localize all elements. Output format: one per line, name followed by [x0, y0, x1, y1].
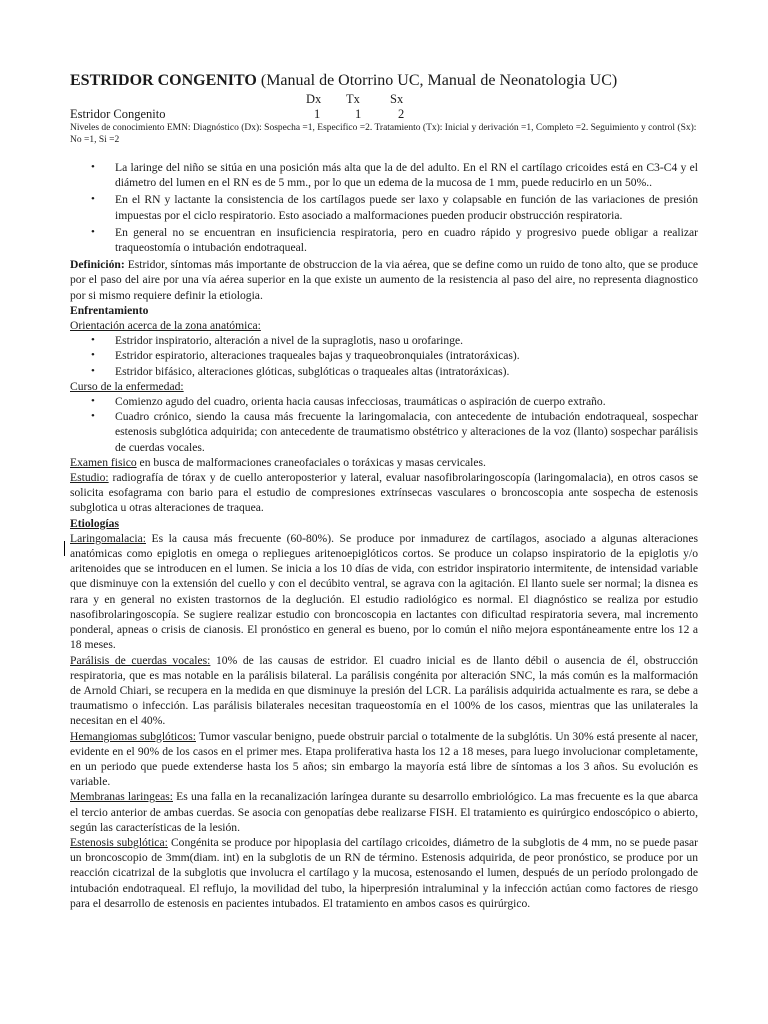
examen-label: Examen fisico [70, 455, 137, 469]
col-header-dx: Dx [306, 92, 322, 106]
intro-bullet-list [70, 160, 698, 255]
value-sx: 2 [398, 107, 405, 121]
examen-text: en busca de malformaciones craneofaciales o toráxicas y masas cervicales. [136, 455, 486, 469]
estudio-label: Estudio: [70, 471, 109, 485]
list-item: • Cuadro crónico, siendo la causa más frecuente la laringomalacia, con antecedente de intubación endotraqueal, sospechar estenosis subglótica adquirida; con antecedente de traumatismo obstétrico y alteraciones de la voz (llanto) sospechar parálisis de cuerdas vocales. [70, 409, 698, 455]
list-item: • La laringe del niño se sitúa en una posición más alta que la de del adulto. En el RN el cartílago cricoides está en C3-C4 y el diámetro del lumen en el RN es de 5 mm., por lo que un edema de la mucosa de 1 mm, puede reducirlo en un 50%.. [70, 160, 698, 190]
curso-list [70, 394, 698, 455]
definition-label: Definición: [70, 258, 125, 272]
title-sources: (Manual de Otorrino UC, Manual de Neonatologia UC) [256, 72, 618, 89]
document-title [70, 72, 617, 90]
list-item: • Comienzo agudo del cuadro, orienta hacia causas infecciosas, traumáticas o aspiración de cuerpo extraño. [70, 394, 698, 409]
value-tx: 1 [355, 107, 362, 121]
etiologia-label: Membranas laringeas: [70, 790, 173, 804]
definition-text: Estridor, síntomas más importante de obstruccion de la via aérea, que se define como un ruido de tono alto, que se produce por el paso del aire por una vía aérea superior en la que existe un aumento de la resistencia al paso del aire, no representa diagnostico por si mismo requiere definir la etiologia. [70, 258, 698, 302]
list-item: • En general no se encuentran en insuficiencia respiratoria, pero en cuadro rápido y progresivo puede obligar a realizar traqueostomía o intubación endotraqueal. [70, 225, 698, 255]
etiologia-text: 10% de las causas de estridor. El cuadro inicial es de llanto débil o ausencia de él, obstrucción respiratoria, que es mas notable en la parálisis bilateral. La parálisis congénita por alteración SNC, la más común es la malformación de Arnold Chiari, se recupera en la medida en que disminuye la presión del LCR. La parálisis adquirida actualmente es rara, se debe a traumatismo o infección. Las parálisis bilaterales necesitan traqueostomía en el 100% de los casos, mientras que las unilaterales la necesitan en el 40%. [70, 653, 698, 728]
document-body [70, 160, 698, 911]
list-item: • Estridor bifásico, alteraciones glóticas, subglóticas o traqueales altas (intratoráxicas). [70, 364, 698, 379]
orientacion-heading: Orientación acerca de la zona anatómica: [70, 319, 261, 333]
col-header-sx: Sx [390, 92, 404, 106]
etiologia-paragraph [70, 729, 698, 790]
text-cursor [64, 541, 65, 556]
col-header-tx: Tx [346, 92, 360, 106]
list-item: • Estridor espiratorio, alteraciones traqueales bajas y traqueobronquiales (intratoráxicas). [70, 348, 698, 363]
etiologia-label: Laringomalacia: [70, 531, 146, 545]
orientacion-list [70, 333, 698, 379]
etiologia-label: Hemangiomas subglóticos: [70, 729, 196, 743]
list-item: • En el RN y lactante la consistencia de los cartílagos puede ser laxo y colapsable en función de las variaciones de presión impuestas por el ciclo respiratorio. Esto asociado a malformaciones pueden producir obstrucción respiratoria. [70, 192, 698, 222]
etiologia-paragraph [70, 835, 698, 911]
etiologia-paragraph [70, 653, 698, 729]
definition-paragraph [70, 257, 698, 303]
estudio-text: radiografía de tórax y de cuello anteroposterior y lateral, evaluar nasofibrolaringoscopía (laringomalacia), en otros casos se solicita esofagrama con bario para el estudio de compresiones extrínsecas vasculares o broncoscopia ante sospecha de estenosis subglotica u otras alteraciones de traquea. [70, 471, 698, 515]
etiologia-label: Parálisis de cuerdas vocales: [70, 653, 211, 667]
curso-heading: Curso de la enfermedad: [70, 379, 184, 393]
value-dx: 1 [314, 107, 321, 121]
enfrentamiento-heading: Enfrentamiento [70, 303, 149, 317]
estudio-paragraph [70, 470, 698, 516]
etiologia-text: Congénita se produce por hipoplasia del cartílago cricoides, diámetro de la subglotis de 4 mm, no se puede pasar un broncoscopio de 3mm(diam. int) en la subglotis de un RN de término. Estenosis adquirida, de peor pronóstico, se produce por un reacción cicatrizal de la subglotis que involucra el cartílago y la mucosa, estenosando el lumen, después de un período prolongado de intubación endotraqueal. El reflujo, la movilidad del tubo, la hiperpresión intraluminal y la infección actúan como factores de riesgo para el desarrollo de estenosis en pacientes intubados. El tratamiento en ambos casos es quirúrgico. [70, 835, 698, 910]
etiologia-text: Tumor vascular benigno, puede obstruir parcial o totalmente de la subglótis. Un 30% está presente al nacer, evidente en el 90% de los casos en el primer mes. Etapa proliferativa hasta los 12 a 18 meses, para luego involucionar completamente, en un periodo que puede extenderse hasta los 5 años; sin embargo la mayoría está libre de síntomas a los 3 años. Su evolución es variable. [70, 729, 698, 789]
etiologia-paragraph [70, 531, 698, 653]
etiologia-label: Estenosis subglótica: [70, 835, 168, 849]
row-label: Estridor Congenito [70, 107, 166, 121]
examen-paragraph [70, 455, 698, 470]
list-item: • Estridor inspiratorio, alteración a nivel de la supraglotis, naso u orofaringe. [70, 333, 698, 348]
etiologia-paragraph [70, 789, 698, 835]
etiologia-text: Es la causa más frecuente (60-80%). Se produce por inmadurez de cartílagos, asociado a algunas alteraciones anatómicas como epiglotis en omega o repliegues aritenoepiglóticos cortos. Se produce un colapso inspiratorio de la epiglotis y/o aritenoides que se introducen en el lumen. Se inicia a los 10 días de vida, con estridor inspiratorio intermitente, de intensidad variable que disminuye con la extensión del cuello y con el decúbito ventral, se agrava con la agitación. El llanto suele ser normal; la disnea es rara y en general no existen trastornos de la deglución. El estudio radiológico es normal. El diagnóstico se realiza por estudio nasofibrolaringoscopía. Se sugiere realizar estudio con broncoscopia en lactantes con dificultad respiratoria severa, mal incremento ponderal, apneas o crisis de cianosis. El pronóstico en general es bueno, por lo común el niño mejora espontáneamente entre los 12 a 18 meses. [70, 531, 698, 652]
knowledge-levels-note: Niveles de conocimiento EMN: Diagnóstico (Dx): Sospecha =1, Especifico =2. Tratamiento (Tx): Inicial y derivación =1, Completo =2. Seguimiento y control (Sx): No =1, Si =2 [70, 123, 697, 145]
etiologia-text: Es una falla en la recanalización laríngea durante su desarrollo embriológico. La mas frecuente es la que abarca el tercio anterior de ambas cuerdas. Se asocia con genopatías debe realizarse FISH. El tratamiento es quirúrgico endoscópico o abierto, según las características de la lesión. [70, 790, 698, 834]
title-bold: ESTRIDOR CONGENITO [70, 72, 257, 89]
etiologias-heading: Etiologías [70, 516, 119, 530]
